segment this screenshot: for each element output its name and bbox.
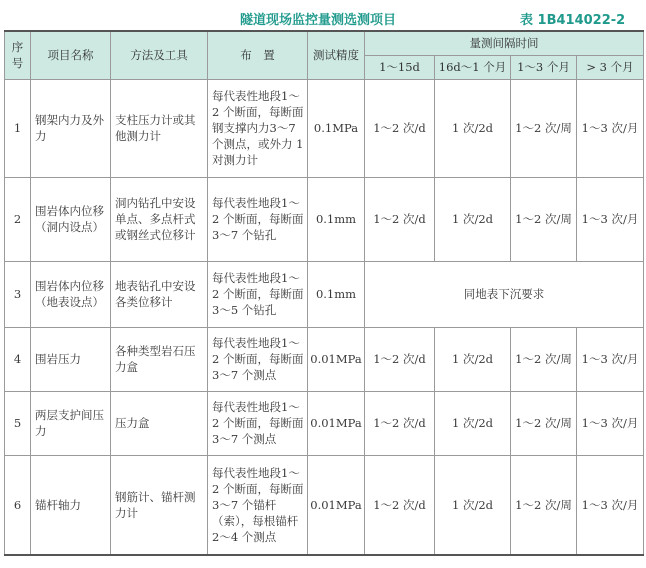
cell-layout: 每代表性地段1～2 个断面，每断面钢支撑内力3～7 个测点，或外力 1 对测力计: [208, 79, 308, 177]
table-row: [5, 327, 644, 391]
header-interval-4: > 3 个月: [577, 55, 644, 79]
cell-layout: 每代表性地段1～2 个断面，每断面 3～7 个钻孔: [208, 177, 308, 261]
table-row: [5, 79, 644, 177]
header-interval-3: 1～3 个月: [511, 55, 577, 79]
cell-name: 围岩体内位移（地表设点）: [31, 261, 111, 327]
cell-interval-2: 1 次/2d: [435, 327, 511, 391]
header-method: 方法及工具: [111, 31, 208, 79]
cell-interval-4: 1～3 次/月: [577, 455, 644, 555]
cell-seq: 3: [5, 261, 31, 327]
cell-method: 洞内钻孔中安设单点、多点杆式或钢丝式位移计: [111, 177, 208, 261]
header-precision: 测试精度: [308, 31, 365, 79]
cell-interval-3: 1～2 次/周: [511, 455, 577, 555]
cell-seq: 4: [5, 327, 31, 391]
cell-layout: 每代表性地段1～2 个断面，每断面 3～7 个锚杆（索），每根锚杆2～4 个测点: [208, 455, 308, 555]
cell-method: 支柱压力计或其他测力计: [111, 79, 208, 177]
cell-interval-1: 1～2 次/d: [365, 177, 435, 261]
cell-interval-4: 1～3 次/月: [577, 177, 644, 261]
table-row: [5, 391, 644, 455]
cell-layout: 每代表性地段1～2 个断面，每断面 3～7 个测点: [208, 391, 308, 455]
cell-interval-1: 1～2 次/d: [365, 327, 435, 391]
header-interval-2: 16d～1 个月: [435, 55, 511, 79]
cell-layout: 每代表性地段1～2 个断面，每断面 3～5 个钻孔: [208, 261, 308, 327]
cell-interval-3: 1～2 次/周: [511, 391, 577, 455]
cell-name: 围岩压力: [31, 327, 111, 391]
cell-name: 围岩体内位移（洞内设点）: [31, 177, 111, 261]
cell-method: 地表钻孔中安设各类位移计: [111, 261, 208, 327]
header-name: 项目名称: [31, 31, 111, 79]
cell-method: 压力盒: [111, 391, 208, 455]
cell-interval-1: 1～2 次/d: [365, 391, 435, 455]
table-row: [5, 177, 644, 261]
cell-interval-2: 1 次/2d: [435, 455, 511, 555]
cell-interval-3: 1～2 次/周: [511, 79, 577, 177]
cell-interval-4: 1～3 次/月: [577, 79, 644, 177]
header-layout: 布 置: [208, 31, 308, 79]
cell-precision: 0.01MPa: [308, 455, 365, 555]
table-row: [5, 261, 644, 327]
cell-name: 两层支护间压力: [31, 391, 111, 455]
cell-seq: 1: [5, 79, 31, 177]
cell-method: 钢筋计、锚杆测力计: [111, 455, 208, 555]
header-interval: 量测间隔时间: [365, 31, 644, 55]
monitoring-table: [4, 30, 644, 556]
cell-layout: 每代表性地段1～2 个断面，每断面 3～7 个测点: [208, 327, 308, 391]
cell-seq: 5: [5, 391, 31, 455]
cell-name: 锚杆轴力: [31, 455, 111, 555]
cell-interval-2: 1 次/2d: [435, 79, 511, 177]
cell-interval-4: 1～3 次/月: [577, 327, 644, 391]
table-title: 隧道现场监控量测选测项目: [240, 13, 397, 28]
cell-precision: 0.1mm: [308, 261, 365, 327]
cell-interval-1: 1～2 次/d: [365, 79, 435, 177]
cell-interval-2: 1 次/2d: [435, 177, 511, 261]
cell-seq: 6: [5, 455, 31, 555]
cell-interval-2: 1 次/2d: [435, 391, 511, 455]
cell-method: 各种类型岩石压力盒: [111, 327, 208, 391]
table-row: [5, 455, 644, 555]
cell-interval-3: 1～2 次/周: [511, 327, 577, 391]
cell-precision: 0.01MPa: [308, 327, 365, 391]
cell-precision: 0.1MPa: [308, 79, 365, 177]
cell-interval-merged: 同地表下沉要求: [365, 261, 644, 327]
cell-interval-3: 1～2 次/周: [511, 177, 577, 261]
header-interval-1: 1～15d: [365, 55, 435, 79]
table-number: 表 1B414022-2: [520, 13, 626, 28]
cell-name: 钢架内力及外力: [31, 79, 111, 177]
header-seq: 序号: [5, 31, 31, 79]
table-caption: [0, 0, 646, 30]
cell-precision: 0.01MPa: [308, 391, 365, 455]
cell-precision: 0.1mm: [308, 177, 365, 261]
cell-seq: 2: [5, 177, 31, 261]
cell-interval-4: 1～3 次/月: [577, 391, 644, 455]
cell-interval-1: 1～2 次/d: [365, 455, 435, 555]
